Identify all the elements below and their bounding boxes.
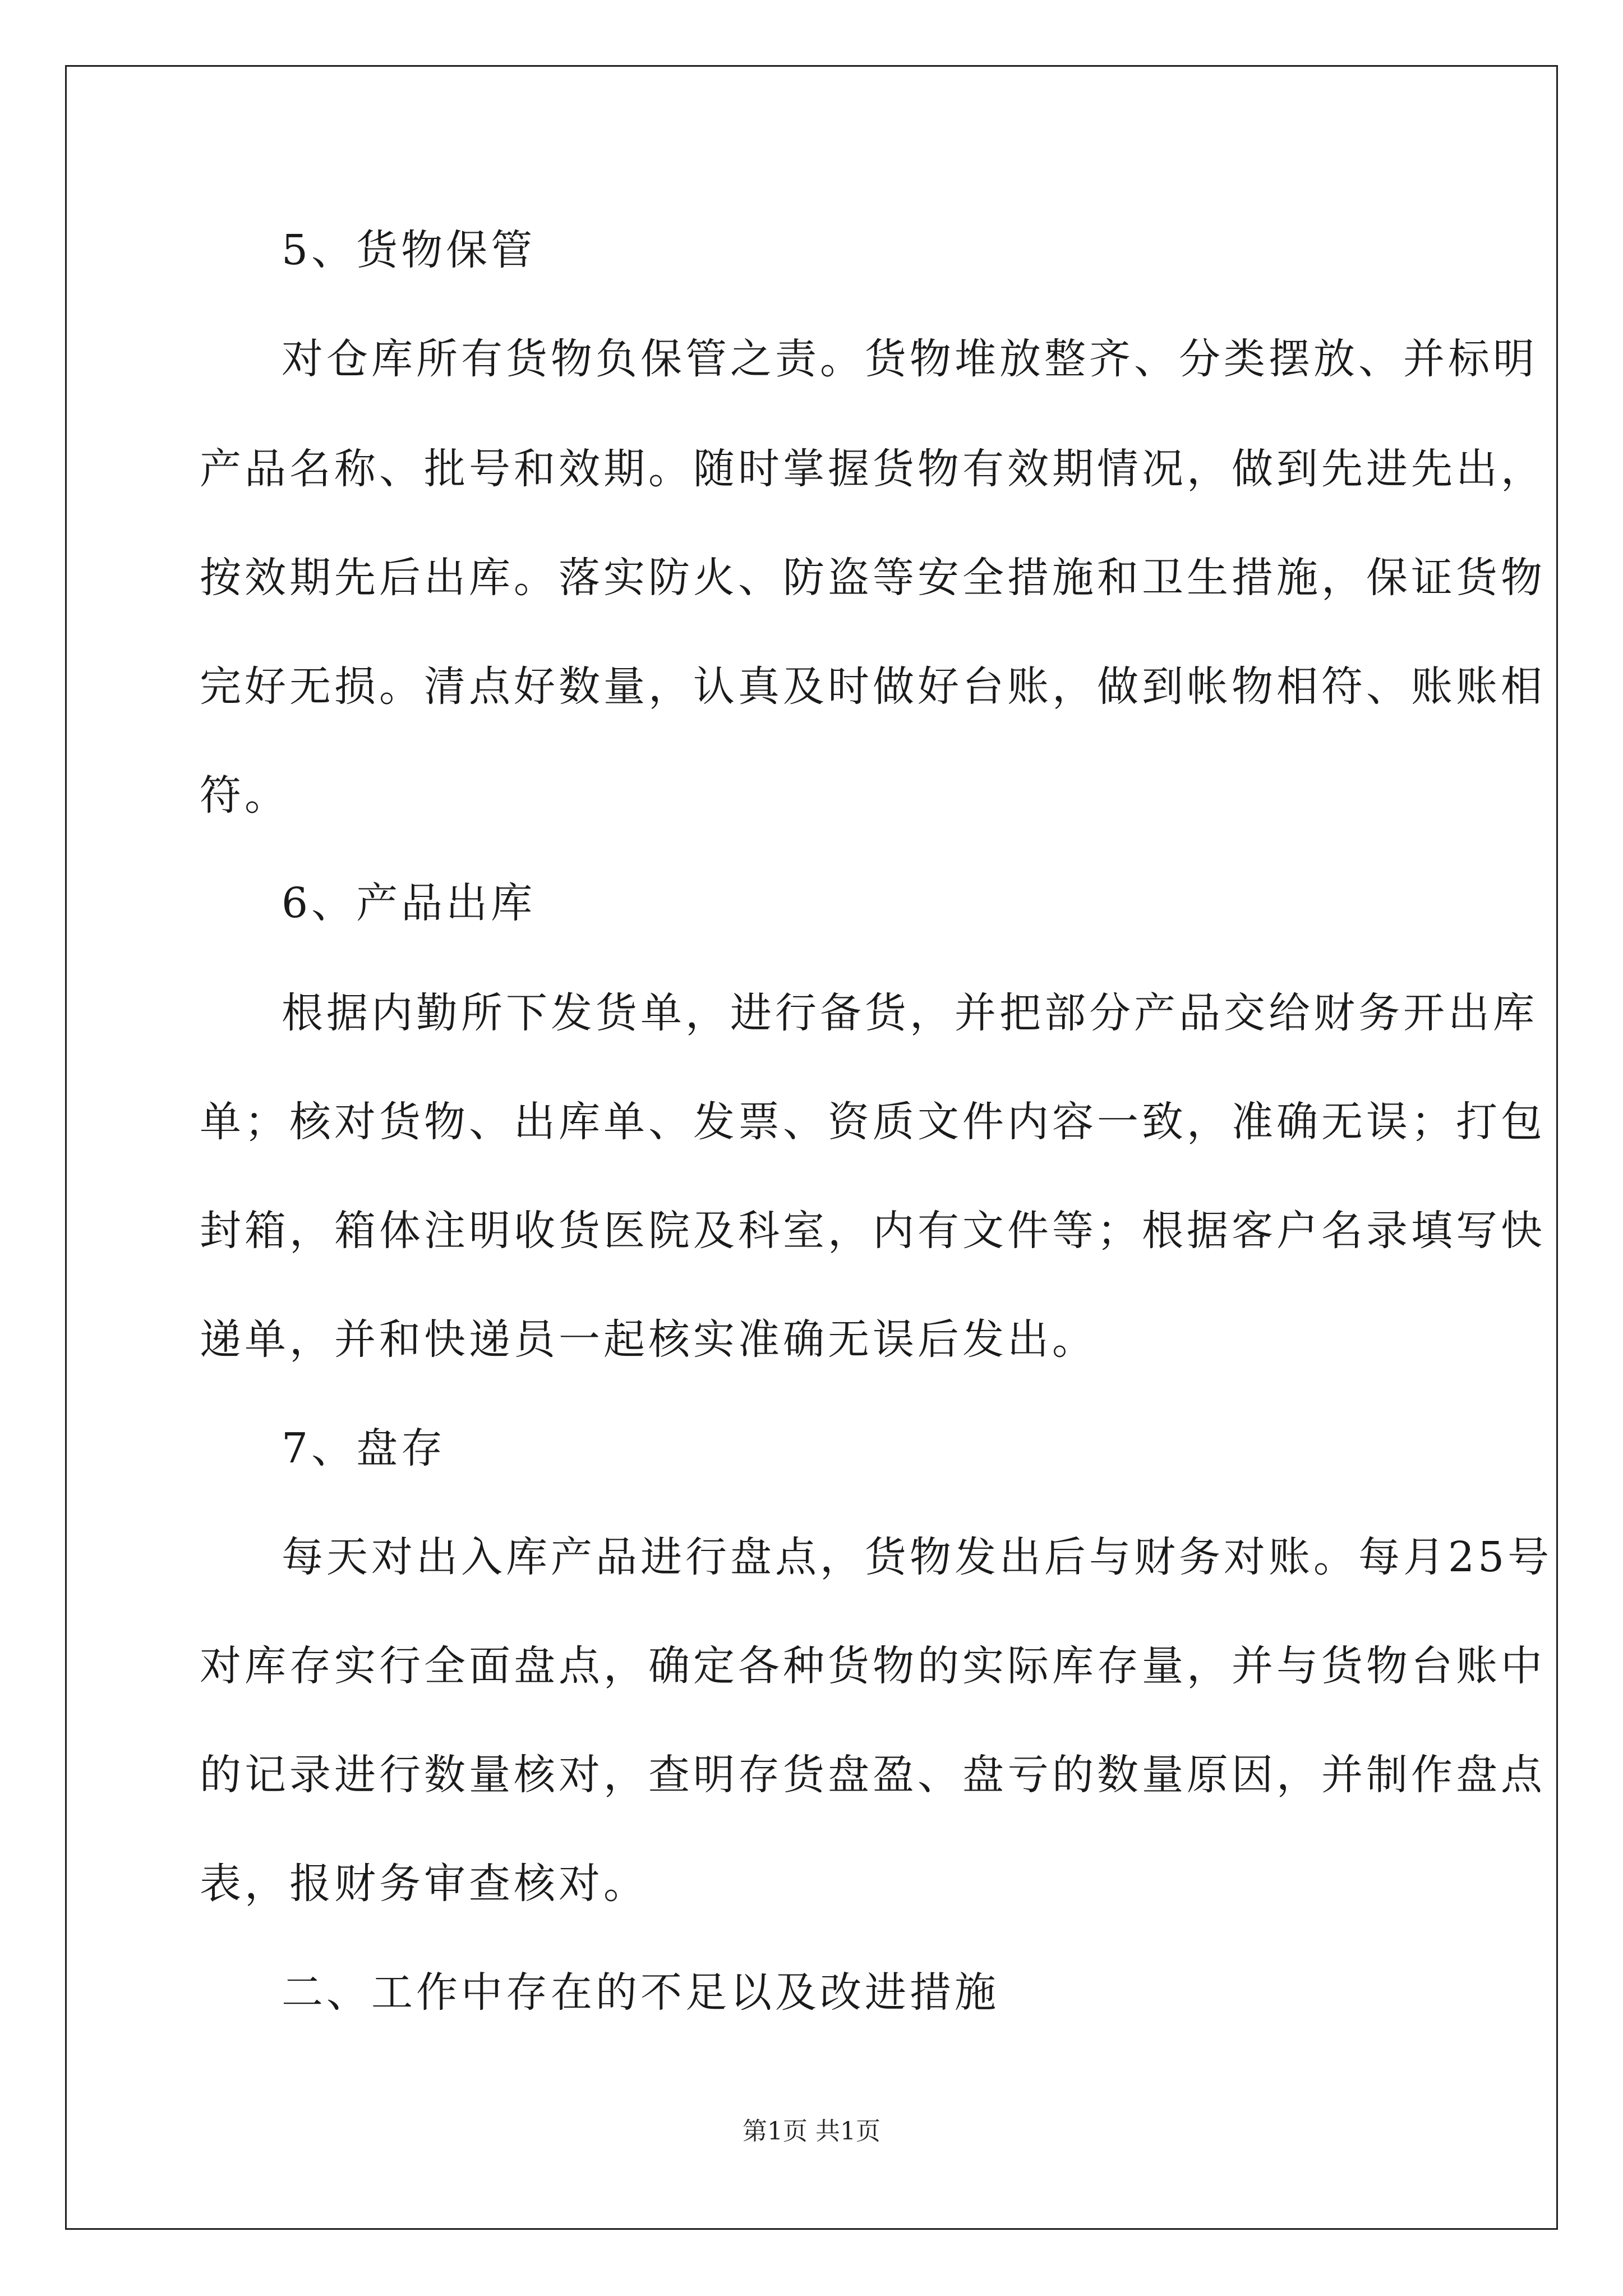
paragraph-line: 表，报财务审查核对。 — [200, 1860, 648, 1908]
closing-heading: 二、工作中存在的不足以及改进措施 — [282, 1968, 999, 2017]
paragraph-line: 完好无损。清点好数量，认真及时做好台账，做到帐物相符、账账相 — [200, 662, 1546, 711]
paragraph-line: 按效期先后出库。落实防火、防盗等安全措施和卫生措施，保证货物 — [200, 554, 1546, 602]
paragraph-line: 每天对出入库产品进行盘点，货物发出后与财务对账。每月25号 — [282, 1533, 1553, 1581]
paragraph-line: 单；核对货物、出库单、发票、资质文件内容一致，准确无误；打包 — [200, 1098, 1546, 1146]
section-heading: 7、盘存 — [282, 1424, 446, 1473]
paragraph-line: 封箱，箱体注明收货医院及科室，内有文件等；根据客户名录填写快 — [200, 1207, 1546, 1255]
paragraph-line: 符。 — [200, 771, 289, 820]
page-footer: 第1页 共1页 — [743, 2117, 880, 2146]
paragraph-line: 根据内勤所下发货单，进行备货，并把部分产品交给财务开出库 — [282, 989, 1538, 1037]
section-heading: 5、货物保管 — [282, 226, 536, 274]
paragraph-line: 递单，并和快递员一起核实准确无误后发出。 — [200, 1315, 1097, 1364]
paragraph-line: 产品名称、批号和效期。随时掌握货物有效期情况，做到先进先出， — [200, 445, 1546, 493]
paragraph-line: 的记录进行数量核对，查明存货盘盈、盘亏的数量原因，并制作盘点 — [200, 1751, 1546, 1799]
section-heading: 6、产品出库 — [282, 879, 536, 927]
paragraph-line: 对仓库所有货物负保管之责。货物堆放整齐、分类摆放、并标明 — [282, 335, 1538, 383]
paragraph-line: 对库存实行全面盘点，确定各种货物的实际库存量，并与货物台账中 — [200, 1642, 1546, 1690]
